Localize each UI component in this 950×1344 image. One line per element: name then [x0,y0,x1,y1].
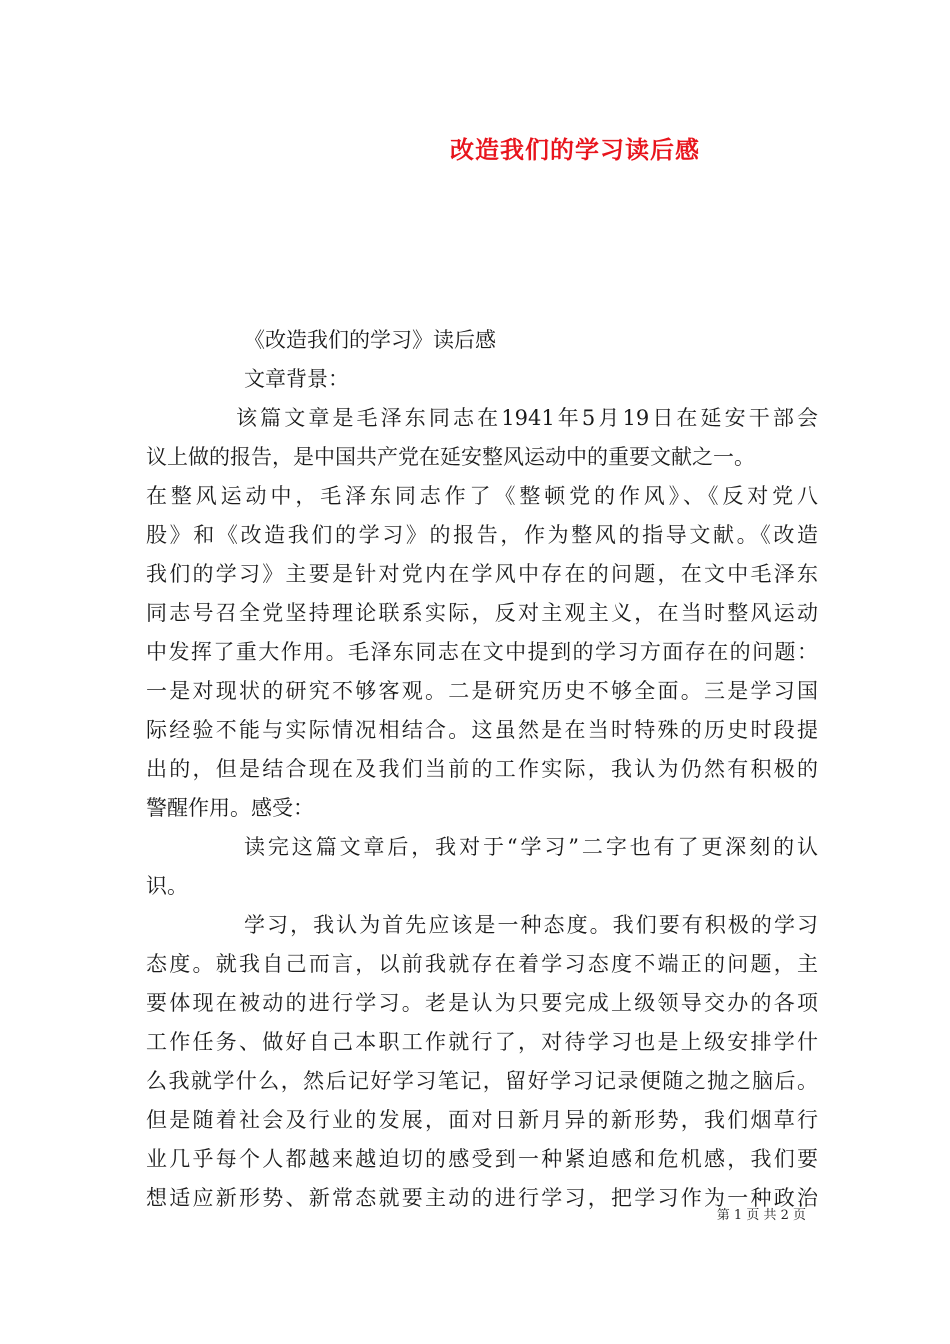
body-line: 一是对现状的研究不够客观。二是研究历史不够全面。三是学习国 [146,679,818,703]
body-line: 中发挥了重大作用。毛泽东同志在文中提到的学习方面存在的问题： [146,640,818,664]
body-line: 股》和《改造我们的学习》的报告，作为整风的指导文献。《改造 [146,523,818,547]
body-line: 要体现在被动的进行学习。老是认为只要完成上级领导交办的各项 [146,991,818,1015]
body-line: 警醒作用。感受： [146,796,314,820]
body-line: 么我就学什么，然后记好学习笔记，留好学习记录便随之抛之脑后。 [146,1069,818,1093]
body-line: 议上做的报告，是中国共产党在延安整风运动中的重要文献之一。 [146,445,755,469]
body-line: 同志号召全党坚持理论联系实际，反对主观主义，在当时整风运动 [146,601,818,625]
document-title [0,131,950,169]
body-line: 我们的学习》主要是针对党内在学风中存在的问题，在文中毛泽东 [146,562,818,586]
body-line: 《改造我们的学习》读后感 [244,328,496,352]
body-line: 态度。就我自己而言，以前我就存在着学习态度不端正的问题，主 [146,952,818,976]
body-line: 际经验不能与实际情况相结合。这虽然是在当时特殊的历史时段提 [146,718,818,742]
document-body [146,321,818,1218]
body-line: 学习，我认为首先应该是一种态度。我们要有积极的学习 [244,913,818,937]
page-footer: 第 1 页 共 2 页 [716,1208,806,1223]
body-line: 出的，但是结合现在及我们当前的工作实际，我认为仍然有积极的 [146,757,818,781]
body-line: 识。 [146,874,188,898]
body-line: 文章背景： [244,367,349,391]
body-line: 读完这篇文章后，我对于“学习”二字也有了更深刻的认 [244,835,818,859]
body-line: 业几乎每个人都越来越迫切的感受到一种紧迫感和危机感，我们要 [146,1147,818,1171]
body-line: 该篇文章是毛泽东同志在1941年5月19日在延安干部会 [236,406,818,430]
body-line: 工作任务、做好自己本职工作就行了，对待学习也是上级安排学什 [146,1030,818,1054]
body-line: 但是随着社会及行业的发展，面对日新月异的新形势，我们烟草行 [146,1108,818,1132]
body-line: 在整风运动中，毛泽东同志作了《整顿党的作风》、《反对党八 [146,484,818,508]
document-title-text: 改造我们的学习读后感 [450,135,700,164]
body-line: 想适应新形势、新常态就要主动的进行学习，把学习作为一种政治 [146,1186,818,1210]
